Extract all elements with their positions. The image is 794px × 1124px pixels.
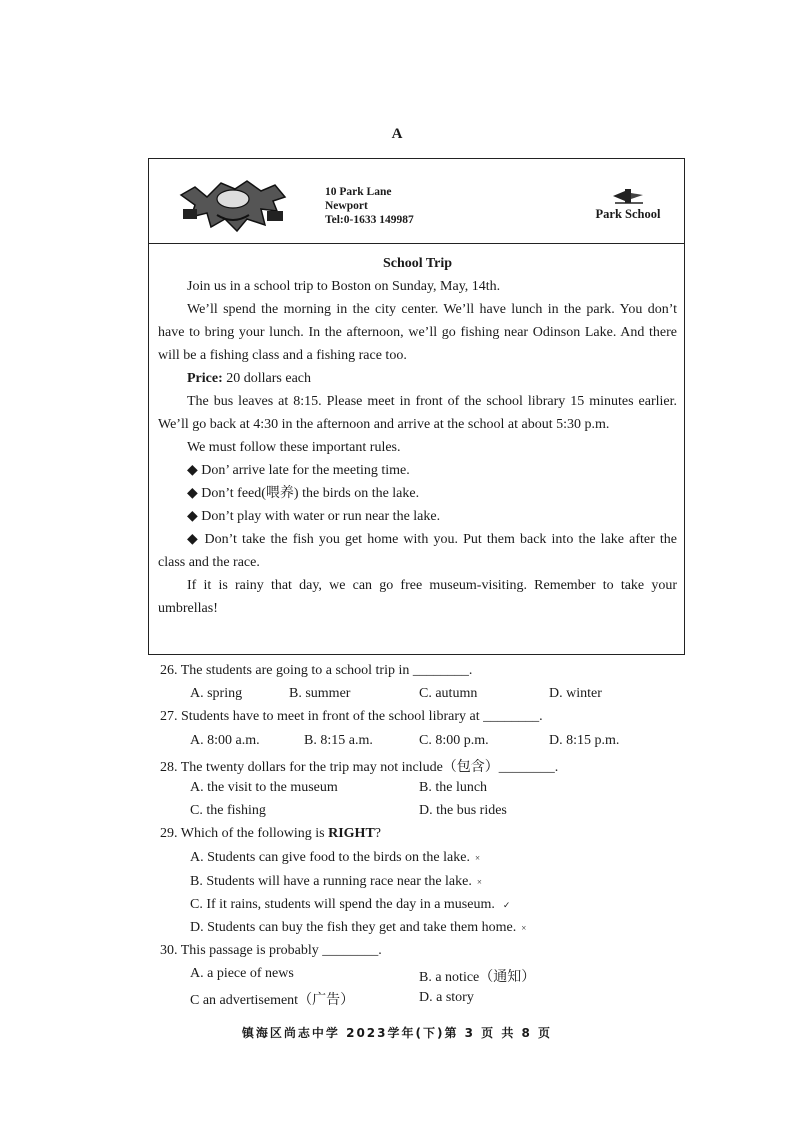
question-29-emphasis: RIGHT — [328, 826, 375, 841]
school-name: Park School — [595, 207, 661, 221]
option-30a: A. a piece of news — [190, 966, 294, 981]
section-letter: A — [391, 126, 403, 142]
paragraph: Join us in a school trip to Boston on Sunday, May, 14th. — [187, 279, 501, 294]
cross-mark-icon: × — [521, 923, 527, 933]
notice-header — [149, 159, 684, 244]
option-29d — [190, 920, 526, 936]
option-28b: B. the lunch — [419, 780, 488, 795]
price-line — [158, 367, 677, 390]
school-emblem-icon — [611, 187, 645, 205]
price-label: Price: — [187, 371, 223, 386]
option-28d: D. the bus rides — [419, 803, 507, 818]
option-28c: C. the fishing — [190, 803, 266, 818]
rule-item: ◆ Don’t feed(喂养) the birds on the lake. — [187, 486, 420, 501]
notice-box — [148, 158, 685, 655]
address-line: Newport — [325, 200, 368, 212]
check-mark-icon: ✓ — [502, 900, 511, 910]
option-29a — [190, 850, 480, 866]
school-address — [325, 185, 414, 227]
option-26b: B. summer — [289, 686, 351, 701]
cross-mark-icon: × — [476, 877, 482, 887]
school-brand — [583, 187, 673, 222]
rule-item: ◆ Don’t take the fish you get home with you. Put them back into the lake after the class and the race. — [158, 532, 677, 570]
option-text: D. Students can buy the fish they get and take them home. — [190, 920, 517, 935]
option-27c: C. 8:00 p.m. — [419, 733, 489, 748]
notice-body — [149, 244, 684, 620]
price-value: 20 dollars each — [222, 371, 311, 386]
option-26c: C. autumn — [419, 686, 478, 701]
notice-title: School Trip — [382, 256, 453, 271]
option-text: A. Students can give food to the birds on the lake. — [190, 850, 470, 865]
question-28: 28. The twenty dollars for the trip may not include（包含）________. — [160, 760, 559, 775]
question-29-text: 29. Which of the following is — [160, 826, 329, 841]
address-line: 10 Park Lane — [325, 186, 392, 198]
bus-paragraph: The bus leaves at 8:15. Please meet in front of the school library 15 minutes earlier. We’ll go back at 4:30 in the afternoon and arrive at the school at about 5:30 p.m. — [158, 394, 677, 432]
rules-intro: We must follow these important rules. — [187, 440, 401, 455]
option-26d: D. winter — [549, 686, 602, 701]
question-29 — [160, 826, 381, 842]
question-26: 26. The students are going to a school trip in ________. — [160, 663, 473, 678]
cross-mark-icon: × — [474, 853, 481, 863]
paragraph: We’ll spend the morning in the city center. We’ll have lunch in the park. You don’t have to bring your lunch. In the afternoon, we’ll go fishing near Odinson Lake. And there will be a fishing class and a fishing race too. — [158, 302, 677, 363]
option-30b: B. a notice（通知） — [419, 970, 536, 985]
option-27b: B. 8:15 a.m. — [304, 733, 373, 748]
question-30: 30. This passage is probably ________. — [160, 943, 382, 958]
address-phone: Tel:0-1633 149987 — [325, 214, 414, 226]
closing-paragraph: If it is rainy that day, we can go free museum-visiting. Remember to take your umbrellas! — [158, 578, 677, 616]
page-footer: 镇海区尚志中学 2023学年(下)第 3 页 共 8 页 — [241, 1026, 553, 1040]
option-29b — [190, 874, 482, 890]
rule-item: ◆ Don’ arrive late for the meeting time. — [187, 463, 410, 478]
option-30c: C an advertisement（广告） — [190, 993, 355, 1008]
option-30d: D. a story — [419, 990, 474, 1005]
option-text: C. If it rains, students will spend the day in a museum. — [190, 897, 495, 912]
option-27d: D. 8:15 p.m. — [549, 733, 620, 748]
question-27: 27. Students have to meet in front of the school library at ________. — [160, 709, 543, 724]
option-29c — [190, 897, 510, 913]
option-27a: A. 8:00 a.m. — [190, 733, 260, 748]
question-29-end: ? — [374, 826, 382, 841]
school-logo-icon — [177, 175, 289, 233]
option-26a: A. spring — [190, 686, 243, 701]
option-text: B. Students will have a running race near the lake. — [190, 874, 472, 889]
option-28a: A. the visit to the museum — [190, 780, 338, 795]
rule-item: ◆ Don’t play with water or run near the lake. — [187, 509, 441, 524]
